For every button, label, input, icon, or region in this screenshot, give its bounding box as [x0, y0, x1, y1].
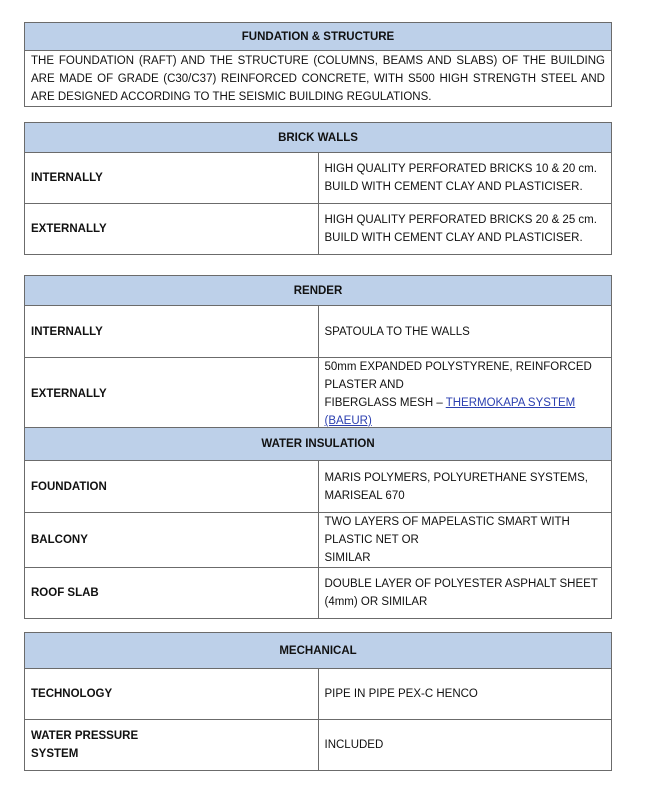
section-text: THE FOUNDATION (RAFT) AND THE STRUCTURE (COLUMNS, BEAMS AND SLABS) OF THE BUILDING ARE MADE OF GRADE (C30/C37) REINFORCED CONCRETE, WITH S500 HIGH STRENGTH STEEL AND ARE DESIGNED ACCORDING TO THE SEISMIC BUILDING REGULATIONS.: [25, 51, 612, 107]
table-row: [25, 669, 612, 720]
table-row: [25, 513, 612, 568]
thermokapa-link[interactable]: THERMOKAPA SYSTEM (BAEUR): [324, 397, 576, 427]
section-title: RENDER: [25, 276, 612, 306]
table-row: [25, 204, 612, 255]
row-label: INTERNALLY: [25, 306, 319, 358]
table-row: [25, 461, 612, 513]
row-value: HIGH QUALITY PERFORATED BRICKS 20 & 25 cm.: [324, 214, 597, 226]
brick-walls-table: [24, 122, 612, 255]
row-label: EXTERNALLY: [25, 204, 319, 255]
section-title: FUNDATION & STRUCTURE: [25, 23, 612, 51]
row-value: FIBERGLASS MESH –: [324, 397, 446, 409]
table-row: [25, 153, 612, 204]
mechanical-table: [24, 632, 612, 771]
section-title: BRICK WALLS: [25, 123, 612, 153]
table-row: [25, 720, 612, 771]
foundation-structure-table: [24, 22, 612, 107]
row-value: DOUBLE LAYER OF POLYESTER ASPHALT SHEET (4mm) OR SIMILAR: [318, 568, 612, 619]
table-row: [25, 358, 612, 431]
row-value: MARISEAL 670: [324, 489, 405, 502]
row-value: HIGH QUALITY PERFORATED BRICKS 10 & 20 cm.: [324, 163, 597, 175]
row-label: BALCONY: [25, 513, 319, 568]
row-value: PIPE IN PIPE PEX-C HENCO: [318, 669, 612, 720]
row-value: TWO LAYERS OF MAPELASTIC SMART WITH PLASTIC NET OR: [324, 516, 570, 546]
row-label: FOUNDATION: [25, 461, 319, 513]
row-label: EXTERNALLY: [25, 358, 319, 431]
row-label: SYSTEM: [31, 748, 79, 760]
section-title: MECHANICAL: [25, 633, 612, 669]
table-row: [25, 306, 612, 358]
row-label: WATER PRESSURE: [31, 730, 139, 742]
row-label: ROOF SLAB: [25, 568, 319, 619]
row-value: BUILD WITH CEMENT CLAY AND PLASTICISER.: [324, 232, 583, 244]
row-value: MARIS POLYMERS, POLYURETHANE SYSTEMS,: [324, 471, 588, 484]
table-row: [25, 568, 612, 619]
row-value: SIMILAR: [324, 552, 371, 564]
render-table: [24, 275, 612, 431]
section-title: WATER INSULATION: [25, 428, 612, 461]
row-label: TECHNOLOGY: [25, 669, 319, 720]
row-label: INTERNALLY: [25, 153, 319, 204]
water-insulation-table: [24, 427, 612, 619]
row-value: 50mm EXPANDED POLYSTYRENE, REINFORCED PLASTER AND: [324, 361, 592, 391]
row-value: BUILD WITH CEMENT CLAY AND PLASTICISER.: [324, 181, 583, 193]
row-value: INCLUDED: [318, 720, 612, 771]
row-value: SPATOULA TO THE WALLS: [318, 306, 612, 358]
